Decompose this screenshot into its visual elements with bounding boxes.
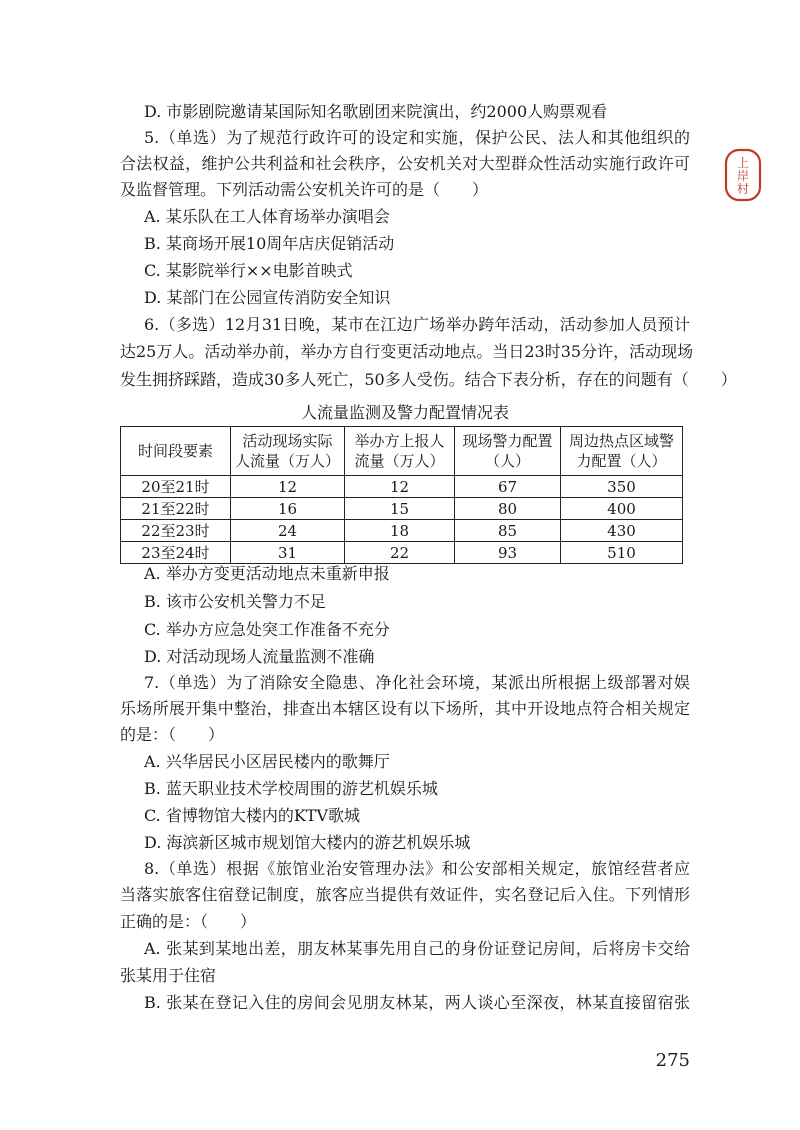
table-header-cell xyxy=(345,427,455,476)
table-title: 人流量监测及警力配置情况表 xyxy=(300,403,509,422)
table-cell: 21至22时 xyxy=(121,498,231,520)
table-header-cell xyxy=(231,427,345,476)
table-cell: 80 xyxy=(455,498,561,520)
question-line: 6.（多选）12月31日晚，某市在江边广场举办跨年活动，活动参加人员预计 xyxy=(144,315,690,334)
header-part: 流量（万人） xyxy=(354,452,445,470)
header-part: 举办方上报人 xyxy=(354,432,445,450)
table-cell: 12 xyxy=(231,476,345,498)
table-cell: 12 xyxy=(345,476,455,498)
table-cell: 430 xyxy=(561,520,683,542)
option-line: B. 张某在登记入住的房间会见朋友林某，两人谈心至深夜，林某直接留宿张 xyxy=(144,993,690,1012)
option-line: A. 某乐队在工人体育场举办演唱会 xyxy=(144,207,390,226)
question-line: 7.（单选）为了消除安全隐患、净化社会环境，某派出所根据上级部署对娱 xyxy=(144,673,690,692)
svg-text:上: 上 xyxy=(736,156,750,170)
option-line: D. 某部门在公园宣传消防安全知识 xyxy=(144,288,391,307)
table-cell: 22至23时 xyxy=(121,520,231,542)
table-cell: 18 xyxy=(345,520,455,542)
option-line: D. 市影剧院邀请某国际知名歌剧团来院演出，约2000人购票观看 xyxy=(144,102,608,121)
table-cell: 93 xyxy=(455,542,561,564)
header-part: 人流量（万人） xyxy=(234,452,340,470)
table-cell: 67 xyxy=(455,476,561,498)
header-part: 力配置（人） xyxy=(576,452,667,470)
question-line: 发生拥挤踩踏，造成30多人死亡，50多人受伤。结合下表分析，存在的问题有（ ） xyxy=(120,370,737,389)
table-cell: 16 xyxy=(231,498,345,520)
svg-text:岸: 岸 xyxy=(736,169,750,183)
question-line: 5.（单选）为了规范行政许可的设定和实施，保护公民、法人和其他组织的 xyxy=(144,128,690,147)
option-line: 张某用于住宿 xyxy=(120,966,217,985)
page-number: 275 xyxy=(655,1050,690,1071)
question-line: 的是：（ ） xyxy=(120,725,225,744)
seal-stamp-icon xyxy=(724,148,762,202)
question-line: 及监督管理。下列活动需公安机关许可的是（ ） xyxy=(120,180,489,199)
option-line: D. 海滨新区城市规划馆大楼内的游艺机娱乐城 xyxy=(144,833,471,852)
table-row xyxy=(121,542,683,564)
option-line: D. 对活动现场人流量监测不准确 xyxy=(144,647,375,666)
question-line: 合法权益，维护公共利益和社会秩序，公安机关对大型群众性活动实施行政许可 xyxy=(120,154,690,173)
question-line: 当落实旅客住宿登记制度，旅客应当提供有效证件，实名登记后入住。下列情形 xyxy=(120,885,690,904)
table-row xyxy=(121,498,683,520)
option-line: A. 兴华居民小区居民楼内的歌舞厅 xyxy=(144,752,390,771)
table-header-cell: 时间段要素 xyxy=(121,427,231,476)
question-line: 正确的是：（ ） xyxy=(120,912,257,931)
header-part: 活动现场实际 xyxy=(242,432,333,450)
table-cell: 22 xyxy=(345,542,455,564)
table-cell: 85 xyxy=(455,520,561,542)
table-header-row xyxy=(121,427,683,476)
data-table xyxy=(120,426,683,564)
header-part: （人） xyxy=(484,452,530,470)
option-line: C. 省博物馆大楼内的KTV歌城 xyxy=(144,806,361,825)
question-line: 乐场所展开集中整治，排查出本辖区设有以下场所，其中开设地点符合相关规定 xyxy=(120,699,690,718)
option-line: B. 某商场开展10周年店庆促销活动 xyxy=(144,234,395,253)
table-header-cell xyxy=(455,427,561,476)
header-part: 现场警力配置 xyxy=(462,432,553,450)
table-cell: 510 xyxy=(561,542,683,564)
table-row xyxy=(121,476,683,498)
option-line: A. 张某到某地出差，朋友林某事先用自己的身份证登记房间，后将房卡交给 xyxy=(144,939,690,958)
table-cell: 23至24时 xyxy=(121,542,231,564)
option-line: B. 蓝天职业技术学校周围的游艺机娱乐城 xyxy=(144,779,438,798)
table-cell: 24 xyxy=(231,520,345,542)
question-line: 达25万人。活动举办前，举办方自行变更活动地点。当日23时35分许，活动现场 xyxy=(120,342,694,361)
header-part: 周边热点区域警 xyxy=(568,432,674,450)
svg-text:村: 村 xyxy=(736,182,750,196)
option-line: A. 举办方变更活动地点未重新申报 xyxy=(144,564,390,583)
table-cell: 400 xyxy=(561,498,683,520)
table-cell: 31 xyxy=(231,542,345,564)
table-cell: 350 xyxy=(561,476,683,498)
option-line: C. 某影院举行××电影首映式 xyxy=(144,261,353,280)
table-cell: 20至21时 xyxy=(121,476,231,498)
table-row xyxy=(121,520,683,542)
question-line: 8.（单选）根据《旅馆业治安管理办法》和公安部相关规定，旅馆经营者应 xyxy=(144,859,690,878)
option-line: C. 举办方应急处突工作准备不充分 xyxy=(144,620,390,639)
table-header-cell xyxy=(561,427,683,476)
table-cell: 15 xyxy=(345,498,455,520)
option-line: B. 该市公安机关警力不足 xyxy=(144,592,326,611)
